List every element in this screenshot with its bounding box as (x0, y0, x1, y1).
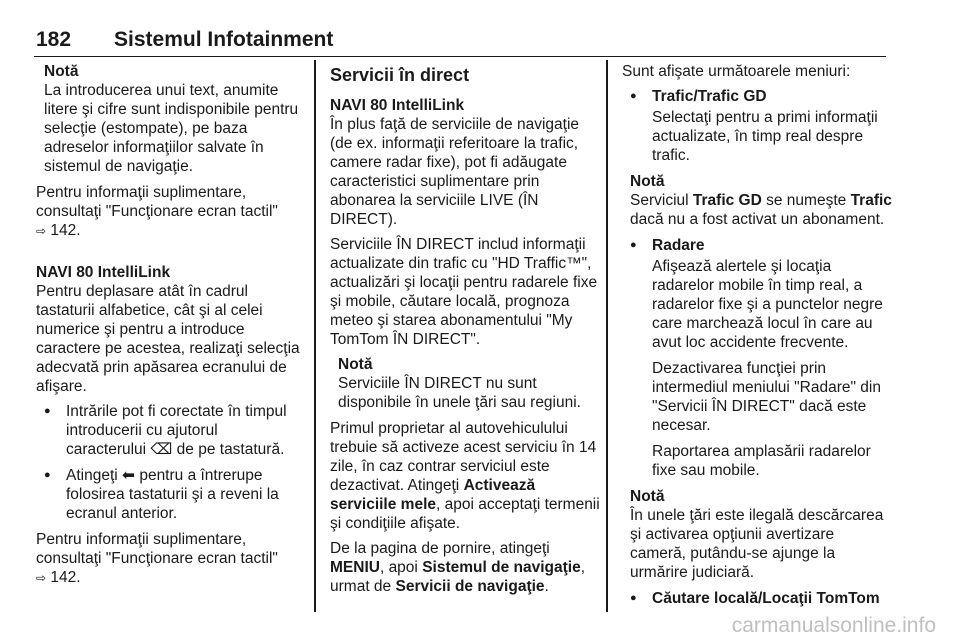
paragraph: Primul proprietar al autovehiculului trebuie să activeze acest serviciu în 14 zile, în caz contrar serviciul este dezactivat. Atingeţi Activează serviciile mele, apoi acceptaţi termenii şi condiţiile afişate. (330, 420, 600, 532)
note-text: La introducerea unui text, anumite litere şi cifre sunt indisponibile pentru selecţie (estompate), pe baza adreselor informaţiilor salvate în sistemul de navigaţie. (44, 82, 299, 175)
list-item-title: Radare (652, 237, 705, 254)
note-label: Notă (44, 63, 79, 80)
note-block (338, 355, 602, 412)
page-header (34, 26, 886, 57)
paragraph: Pentru deplasare atât în cadrul tastaturii alfabetice, cât şi al celei numerice şi pentru a introduce caractere pe acestea, realizaţi selecţia adecvată prin apăsarea ecranului de afişare. (36, 283, 300, 395)
note-text: Serviciile ÎN DIRECT nu sunt disponibile în unele ţări sau regiuni. (338, 375, 581, 411)
paragraph: Pentru informaţii suplimentare, consultaţi "Funcţionare ecran tactil" ⇨ 142. (36, 184, 278, 239)
paragraph: Pentru informaţii suplimentare, consultaţi "Funcţionare ecran tactil" ⇨ 142. (36, 531, 278, 586)
list-item-title: Trafic/Trafic GD (652, 88, 767, 105)
note-block (630, 487, 892, 582)
section-subheading: NAVI 80 IntelliLink (330, 97, 465, 114)
list-item-text: Dezactivarea funcţiei prin intermediul meniului "Radare" din "Servicii ÎN DIRECT" dacă este necesar. (652, 360, 881, 434)
column-3 (622, 62, 892, 615)
list-item (622, 87, 892, 106)
watermark: carmanualsonline.info (731, 614, 936, 637)
list-item (622, 589, 892, 608)
note-block (44, 62, 302, 176)
list-item-text: Selectaţi pentru a primi informaţii actualizate, în timp real despre trafic. (652, 109, 878, 164)
list-item (622, 236, 892, 255)
note-text: În unele ţări este ilegală descărcarea şi activarea opţiunii avertizare cameră, putându-se ajunge la urmărire judiciară. (630, 507, 884, 581)
column-1 (36, 62, 302, 594)
page-number: 182 (36, 28, 72, 51)
note-block: Notă Serviciul Trafic GD se numeşte Trafic dacă nu a fost activat un abonament. (630, 173, 892, 228)
column-divider-2 (606, 60, 608, 612)
list-item: ● Intrările pot fi corectate în timpul introducerii cu ajutorul caracterului ⌫ de pe tastatură. (36, 402, 302, 459)
column-divider-1 (314, 60, 316, 612)
page-ref-icon: ⇨ (36, 571, 47, 585)
list-item-text: Raportarea amplasării radarelor fixe sau mobile. (652, 443, 871, 479)
page-ref: 142. (46, 222, 81, 239)
list-item-title: Căutare locală/Locaţii TomTom (652, 590, 880, 607)
paragraph: De la pagina de pornire, atingeţi MENIU, apoi Sistemul de navigaţie, urmat de Servicii de navigaţie. (330, 540, 585, 595)
section-subheading: NAVI 80 IntelliLink (36, 264, 171, 281)
list-item: ● Atingeţi ⬅ pentru a întrerupe folosirea tastaturii şi a reveni la ecranul anterior. (36, 466, 302, 523)
note-label: Notă (630, 173, 665, 190)
column-2 (330, 62, 602, 602)
page-title: Sistemul Infotainment (114, 28, 334, 51)
section-heading: Servicii în direct (330, 65, 470, 85)
back-arrow-icon: ⬅ (122, 467, 136, 484)
paragraph: În plus faţă de serviciile de navigaţie (de ex. informaţii referitoare la trafic, camere radar fixe), pot fi adăugate caracteristici suplimentare prin abonarea la serviciile LIVE (ÎN DIRECT). (330, 116, 580, 228)
paragraph: Serviciile ÎN DIRECT includ informaţii actualizate din trafic cu "HD Traffic™", actualizări şi locaţii pentru radarele fixe şi mobile, căutare locală, prognoza meteo şi starea abonamentului "My TomTom ÎN DIRECT". (330, 236, 598, 348)
list-item-text: Afişează alertele şi locaţia radarelor mobile în timp real, a radarelor fixe şi a punctelor negre care marchează locul în care au avut loc accidente frecvente. (652, 258, 883, 351)
note-label: Notă (630, 488, 665, 505)
note-label: Notă (338, 356, 373, 373)
page-ref-icon: ⇨ (36, 224, 47, 238)
page-ref: 142. (46, 569, 81, 586)
backspace-icon: ⌫ (150, 441, 173, 458)
paragraph: Sunt afişate următoarele meniuri: (622, 63, 851, 80)
